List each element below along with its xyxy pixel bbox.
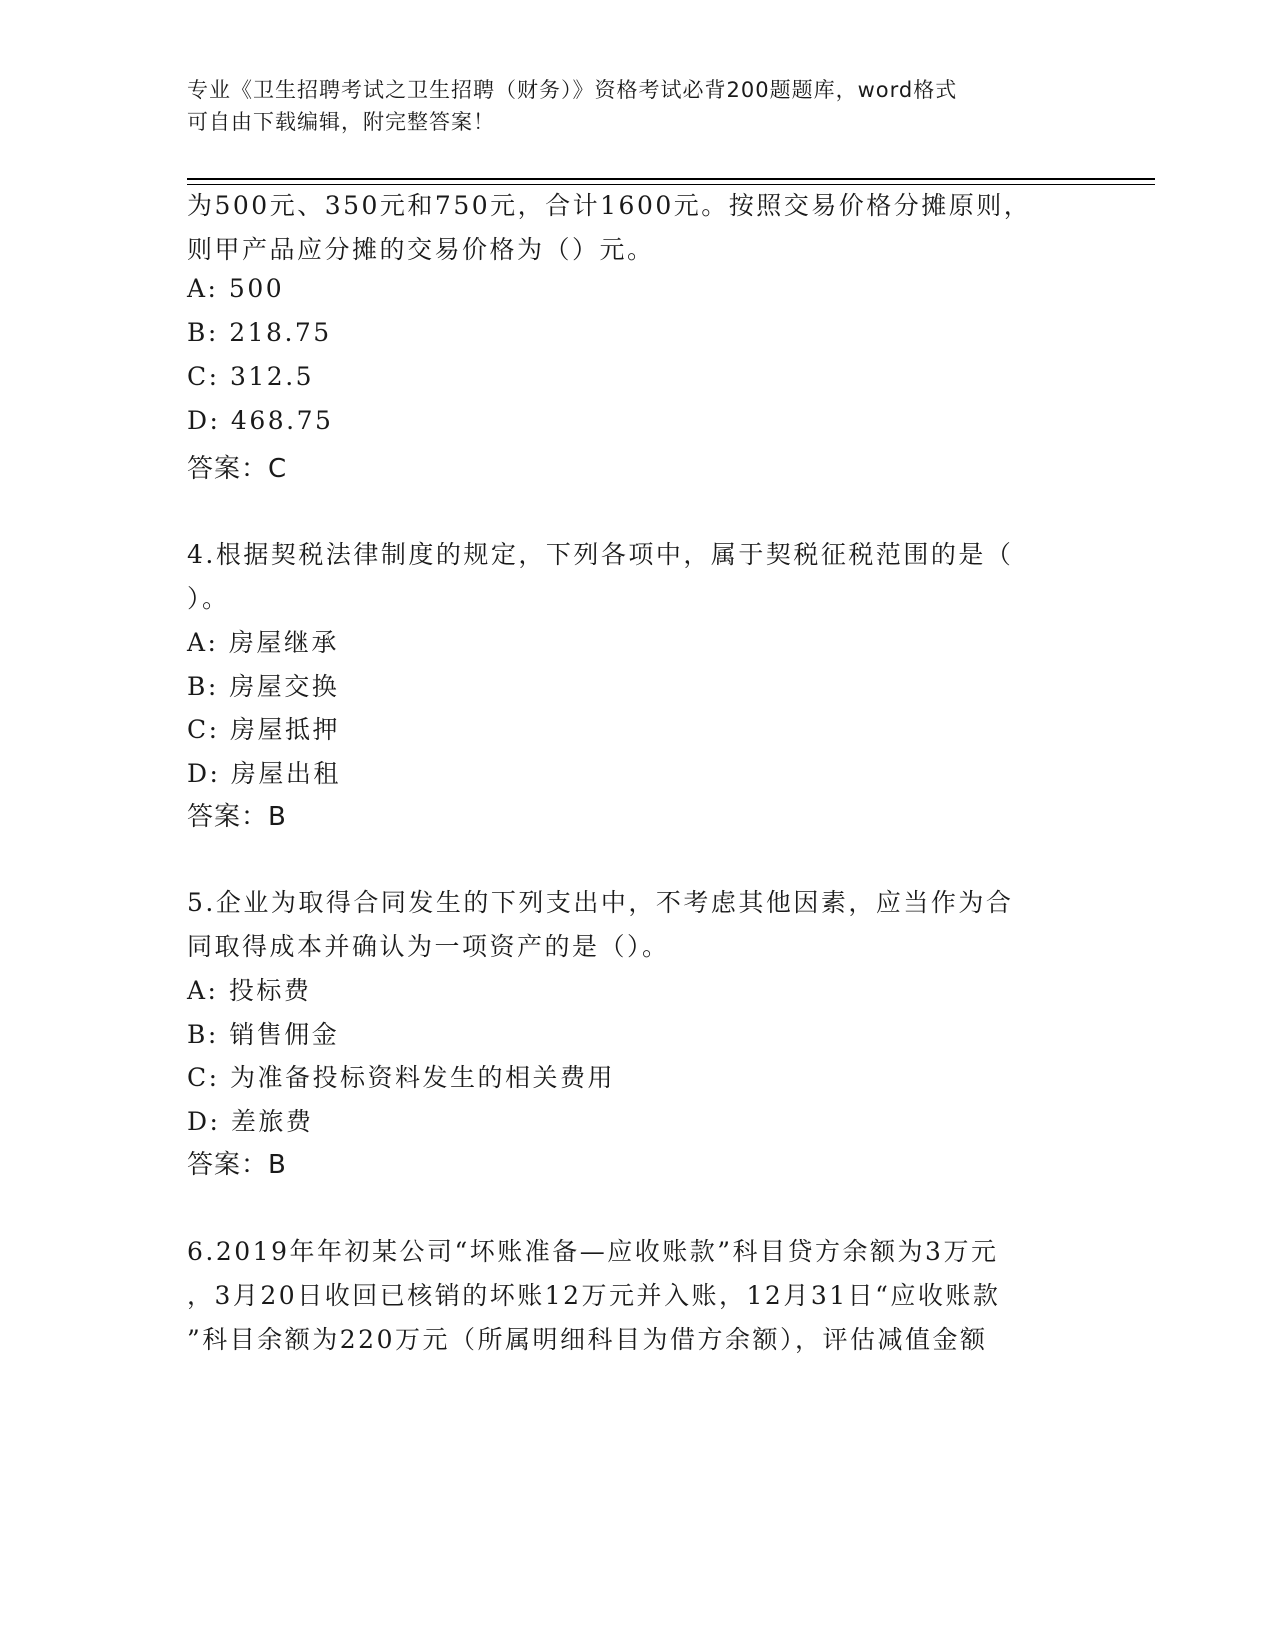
question-5-stem-line-1: 5.企业为取得合同发生的下列支出中，不考虑其他因素，应当作为合 xyxy=(187,888,1014,917)
question-3-option-b: B: 218.75 xyxy=(187,318,332,347)
header-title-line-1: 专业《卫生招聘考试之卫生招聘（财务）》资格考试必背200题题库，word格式 xyxy=(187,78,958,102)
question-5-stem-line-2: 同取得成本并确认为一项资产的是（）。 xyxy=(187,932,670,961)
question-4-answer: 答案：B xyxy=(187,802,287,832)
question-3-option-c: C: 312.5 xyxy=(187,362,315,391)
question-3-answer: 答案：C xyxy=(187,454,288,484)
document-header xyxy=(187,74,1077,138)
header-divider-thick xyxy=(187,178,1155,180)
question-5-option-a: A: 投标费 xyxy=(187,976,312,1005)
question-6-stem-line-3: ”科目余额为220万元（所属明细科目为借方余额），评估减值金额 xyxy=(187,1325,988,1354)
question-6-stem-line-2: ，3月20日收回已核销的坏账12万元并入账，12月31日“应收账款 xyxy=(187,1281,1001,1310)
question-5-option-b: B: 销售佣金 xyxy=(187,1020,340,1049)
question-4-option-b: B: 房屋交换 xyxy=(187,672,340,701)
question-3-stem-line-1: 为500元、350元和750元，合计1600元。按照交易价格分摊原则， xyxy=(187,191,1032,220)
question-4-option-a: A: 房屋继承 xyxy=(187,628,339,657)
question-4-stem-line-1: 4.根据契税法律制度的规定，下列各项中，属于契税征税范围的是（ xyxy=(187,540,1014,569)
question-4-option-d: D: 房屋出租 xyxy=(187,759,341,788)
question-4-option-c: C: 房屋抵押 xyxy=(187,715,340,744)
question-5-option-d: D: 差旅费 xyxy=(187,1107,314,1136)
header-divider-thin xyxy=(187,184,1155,185)
question-3-stem-line-2: 则甲产品应分摊的交易价格为（）元。 xyxy=(187,235,655,264)
question-6-stem-line-1: 6.2019年年初某公司“坏账准备—应收账款”科目贷方余额为3万元 xyxy=(187,1237,999,1266)
question-5-answer: 答案：B xyxy=(187,1150,287,1180)
header-title-line-2: 可自由下载编辑，附完整答案！ xyxy=(187,110,495,134)
question-5-option-c: C: 为准备投标资料发生的相关费用 xyxy=(187,1063,615,1092)
question-3-option-a: A: 500 xyxy=(187,274,285,303)
question-3-option-d: D: 468.75 xyxy=(187,406,334,435)
question-4-stem-line-2: ）。 xyxy=(187,584,230,613)
